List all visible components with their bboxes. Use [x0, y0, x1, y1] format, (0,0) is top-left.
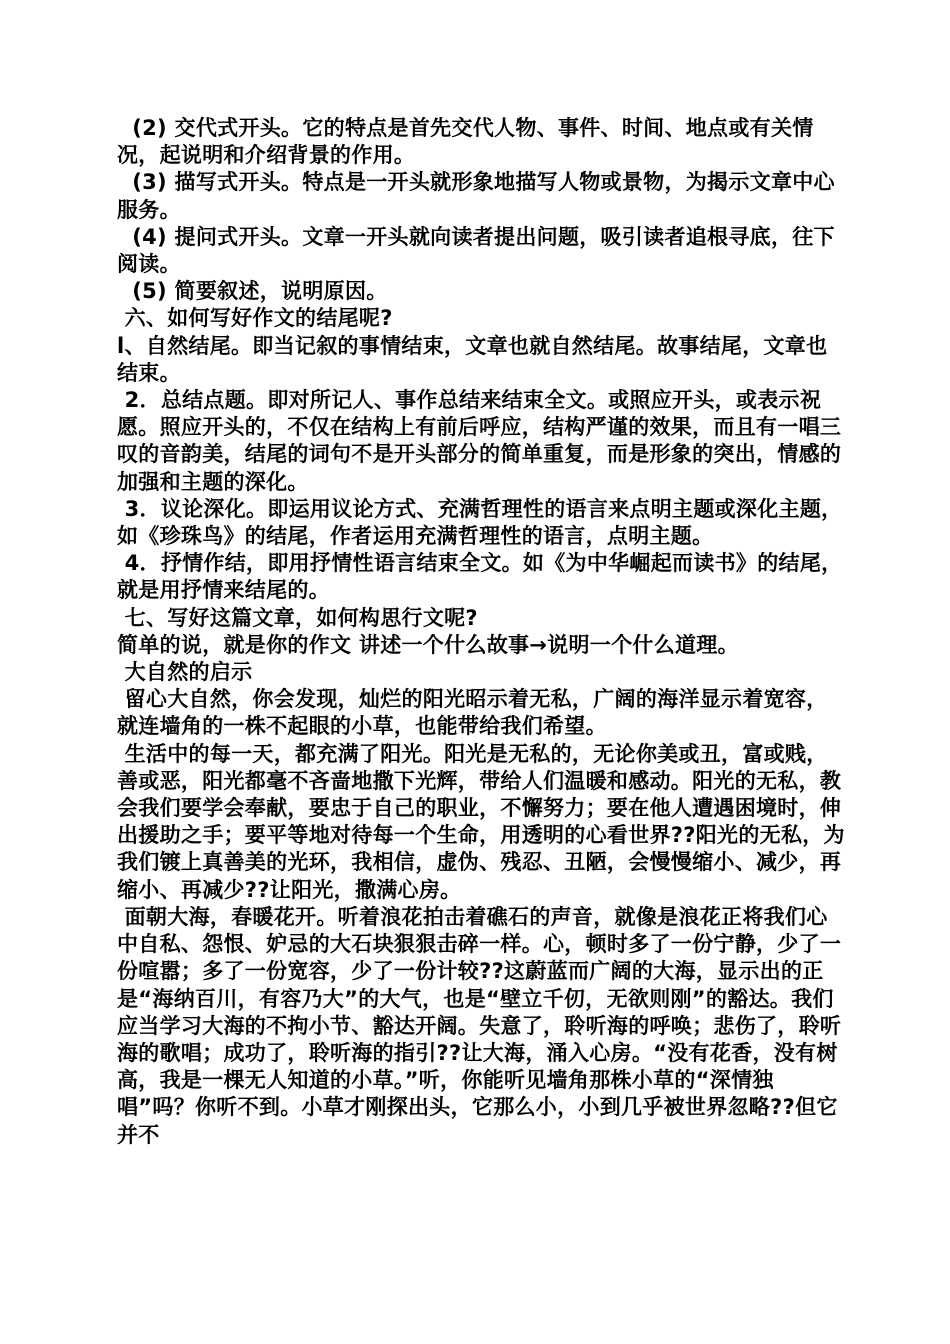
paragraph-ending-2: 2．总结点题。即对所记人、事作总结来结束全文。或照应开头，或表示祝愿。照应开头的，不仅在结构上有前后呼应，结构严谨的效果，而且有一唱三叹的音韵美，结尾的词句不是开头部分的简单重复，而是形象的突出，情感的加强和主题的深化。: [117, 388, 842, 494]
document-body: [117, 115, 847, 1149]
paragraph-opening-type-4: (4) 提问式开头。文章一开头就向读者提出问题，吸引读者追根寻底，往下阅读。: [117, 224, 835, 277]
paragraph-ending-4: 4．抒情作结，即用抒情性语言结束全文。如《为中华崛起而读书》的结尾，就是用抒情来结尾的。: [117, 551, 843, 603]
paragraph-ending-3: 3．议论深化。即运用议论方式、充满哲理性的语言来点明主题或深化主题，如《珍珠鸟》的结尾，作者运用充满哲理性的语言，点明主题。: [117, 496, 843, 549]
paragraph-structure-summary: 简单的说，就是你的作文 讲述一个什么故事→说明一个什么道理。: [117, 632, 739, 657]
paragraph-opening-type-3: (3) 描写式开头。特点是一开头就形象地描写人物或景物，为揭示文章中心服务。: [117, 170, 835, 222]
section-heading-structure: 七、写好这篇文章，如何构思行文呢?: [117, 605, 478, 630]
paragraph-opening-type-2: (2) 交代式开头。它的特点是首先交代人物、事件、时间、地点或有关情况，起说明和介绍背景的作用。: [117, 116, 814, 168]
paragraph-opening-type-5: (5) 简要叙述，说明原因。: [117, 279, 388, 304]
essay-paragraph-sunshine: 生活中的每一天，都充满了阳光。阳光是无私的，无论你美或丑，富或贱，善或恶，阳光都毫不吝啬地撒下光辉，带给人们温暖和感动。阳光的无私，教会我们要学会奉献，要忠于自己的职业，不懈努力；要在他人遭遇困境时，伸出援助之手；要平等地对待每一个生命，用透明的心看世界??阳光的无私，为我们镀上真善美的光环，我相信，虚伪、残忍、丑陋，会慢慢缩小、减少，再缩小、再减少??让阳光，撒满心房。: [117, 741, 845, 902]
essay-title: 大自然的启示: [117, 660, 253, 685]
section-heading-ending: 六、如何写好作文的结尾呢?: [117, 306, 393, 331]
paragraph-ending-1: l、自然结尾。即当记叙的事情结束，文章也就自然结尾。故事结尾，文章也结束。: [117, 333, 828, 385]
essay-paragraph-intro: 留心大自然，你会发现，灿烂的阳光昭示着无私，广阔的海洋显示着宽容，就连墙角的一株不起眼的小草，也能带给我们希望。: [117, 687, 828, 739]
essay-paragraph-sea: 面朝大海，春暖花开。听着浪花拍击着礁石的声音，就像是浪花正将我们心中自私、怨恨、妒忌的大石块狠狠击碎一样。心，顿时多了一份宁静，少了一份喧嚣；多了一份宽容，少了一份计较??这蔚蓝而广阔的大海，显示出的正是“海纳百川，有容乃大”的大气，也是“壁立千仞，无欲则刚”的豁达。我们应当学习大海的不拘小节、豁达开阔。失意了，聆听海的呼唤；悲伤了，聆听海的歌唱；成功了，聆听海的指引??让大海，涌入心房。“没有花香，没有树高，我是一棵无人知道的小草。”听，你能听见墙角那株小草的“深情独唱”吗？你听不到。小草才刚探出头，它那么小，小到几乎被世界忽略??但它并不: [117, 904, 842, 1147]
